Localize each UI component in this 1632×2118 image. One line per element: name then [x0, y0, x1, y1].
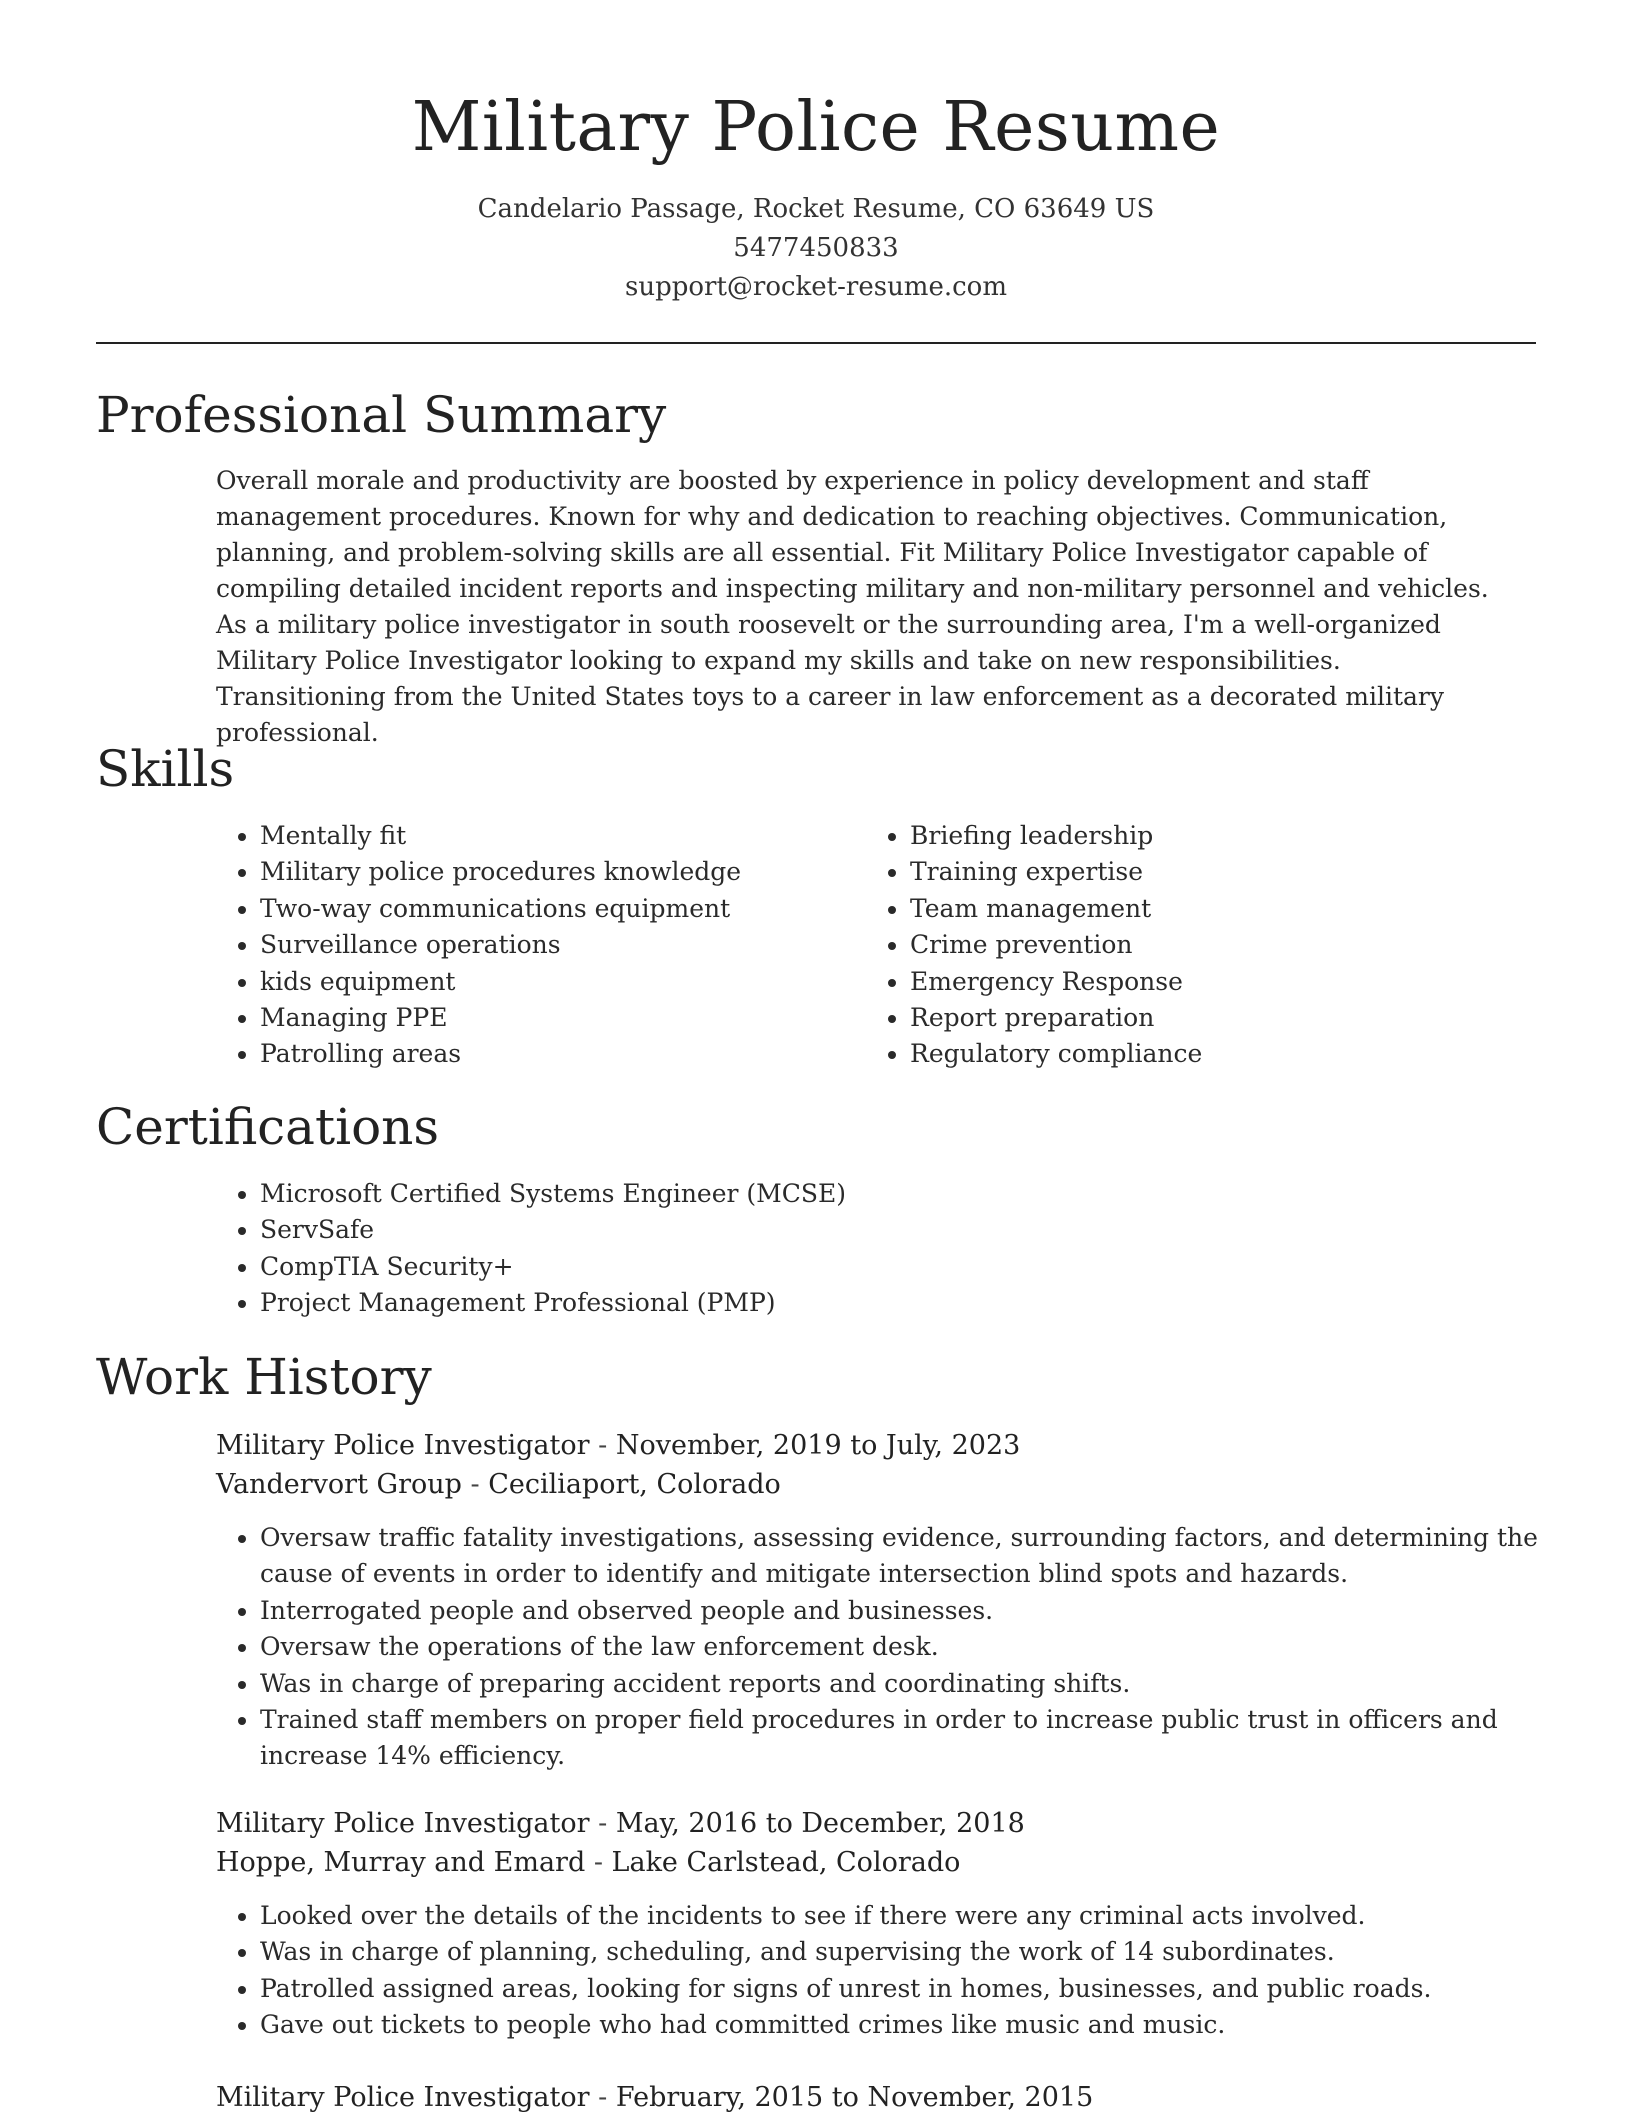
skill-item: • Patrolling areas — [260, 1036, 820, 1072]
certification-item: • ServSafe — [260, 1212, 1510, 1248]
skill-item: • Briefing leadership — [910, 818, 1510, 854]
skill-item: • Managing PPE — [260, 1000, 820, 1036]
job-bullet: • Looked over the details of the incidents to see if there were any criminal acts involved. — [260, 1898, 1576, 1934]
job-location: Lake Carlstead, Colorado — [611, 1847, 961, 1878]
contact-block — [0, 190, 1632, 307]
certification-item: • Microsoft Certified Systems Engineer (MCSE) — [260, 1176, 1510, 1212]
skills-list-left — [216, 818, 820, 1073]
skill-item: • Emergency Response — [910, 964, 1510, 1000]
skill-item: • kids equipment — [260, 964, 820, 1000]
skill-item: • Two-way communications equipment — [260, 891, 820, 927]
job-role: Military Police Investigator — [216, 1430, 590, 1461]
job-dates: May, 2016 to December, 2018 — [615, 1808, 1025, 1839]
certification-item: • Project Management Professional (PMP) — [260, 1285, 1510, 1321]
job-bullet: • Patrolled assigned areas, looking for signs of unrest in homes, businesses, and public roads. — [260, 1971, 1576, 2007]
skill-item: • Military police procedures knowledge — [260, 854, 820, 890]
skill-item: • Report preparation — [910, 1000, 1510, 1036]
certifications-list — [216, 1176, 1510, 1322]
skill-item: • Crime prevention — [910, 927, 1510, 963]
work-history-heading: Work History — [96, 1348, 432, 1406]
skill-item: • Team management — [910, 891, 1510, 927]
certification-item: • CompTIA Security+ — [260, 1249, 1510, 1285]
job-role-line: Military Police Investigator - February, 2015 to November, 2015 — [216, 2082, 1094, 2113]
job-dates: November, 2019 to July, 2023 — [615, 1430, 1021, 1461]
job-dates: February, 2015 to November, 2015 — [615, 2082, 1094, 2113]
skills-list-right — [866, 818, 1510, 1073]
job-role-line: Military Police Investigator - November, 2019 to July, 2023 — [216, 1430, 1021, 1461]
job-bullet: • Oversaw traffic fatality investigations, assessing evidence, surrounding factors, and determining the cause of events in order to identify and mitigate intersection blind spots and hazards. — [260, 1520, 1576, 1593]
skill-item: • Training expertise — [910, 854, 1510, 890]
contact-phone: 5477450833 — [733, 233, 899, 263]
contact-address: Candelario Passage, Rocket Resume, CO 63649 US — [477, 194, 1155, 224]
skills-heading: Skills — [96, 740, 235, 798]
job-bullet: • Trained staff members on proper field procedures in order to increase public trust in officers and increase 14% efficiency. — [260, 1702, 1576, 1775]
summary-text: Overall morale and productivity are boosted by experience in policy development and staff management procedures. Known for why and dedication to reaching objectives. Communication, planning, and problem-solving skills are all essential. Fit Military Police Investigator capable of compiling detailed incident reports and inspecting military and non-military personnel and vehicles. As a military police investigator in south roosevelt or the surrounding area, I'm a well-organized Military Police Investigator looking to expand my skills and take on new responsibilities. Transitioning from the United States toys to a career in law enforcement as a decorated military professional. — [216, 466, 1489, 747]
job-bullets — [216, 1520, 1576, 1775]
job-role-line: Military Police Investigator - May, 2016 to December, 2018 — [216, 1808, 1025, 1839]
contact-email: support@rocket-resume.com — [624, 272, 1007, 302]
skill-item: • Surveillance operations — [260, 927, 820, 963]
job-bullet: • Interrogated people and observed people and businesses. — [260, 1593, 1576, 1629]
header-divider — [96, 342, 1536, 344]
job-role: Military Police Investigator — [216, 1808, 590, 1839]
certifications-heading: Certifications — [96, 1098, 440, 1156]
job-bullet: • Gave out tickets to people who had committed crimes like music and music. — [260, 2007, 1576, 2043]
job-company: Hoppe, Murray and Emard — [216, 1847, 586, 1878]
resume-title: Military Police Resume — [411, 88, 1221, 167]
job-bullet: • Was in charge of preparing accident reports and coordinating shifts. — [260, 1666, 1576, 1702]
job-bullet: • Was in charge of planning, scheduling, and supervising the work of 14 subordinates. — [260, 1934, 1576, 1970]
job-role: Military Police Investigator — [216, 2082, 590, 2113]
job-bullets — [216, 1898, 1576, 2044]
job-company: Vandervort Group — [216, 1469, 462, 1500]
summary-heading: Professional Summary — [96, 386, 667, 444]
job-location: Ceciliaport, Colorado — [488, 1469, 781, 1500]
job-company-line: Hoppe, Murray and Emard - Lake Carlstead, Colorado — [216, 1847, 961, 1878]
job-company-line: Vandervort Group - Ceciliaport, Colorado — [216, 1469, 781, 1500]
skill-item: • Mentally fit — [260, 818, 820, 854]
job-bullet: • Oversaw the operations of the law enforcement desk. — [260, 1629, 1576, 1665]
skill-item: • Regulatory compliance — [910, 1036, 1510, 1072]
